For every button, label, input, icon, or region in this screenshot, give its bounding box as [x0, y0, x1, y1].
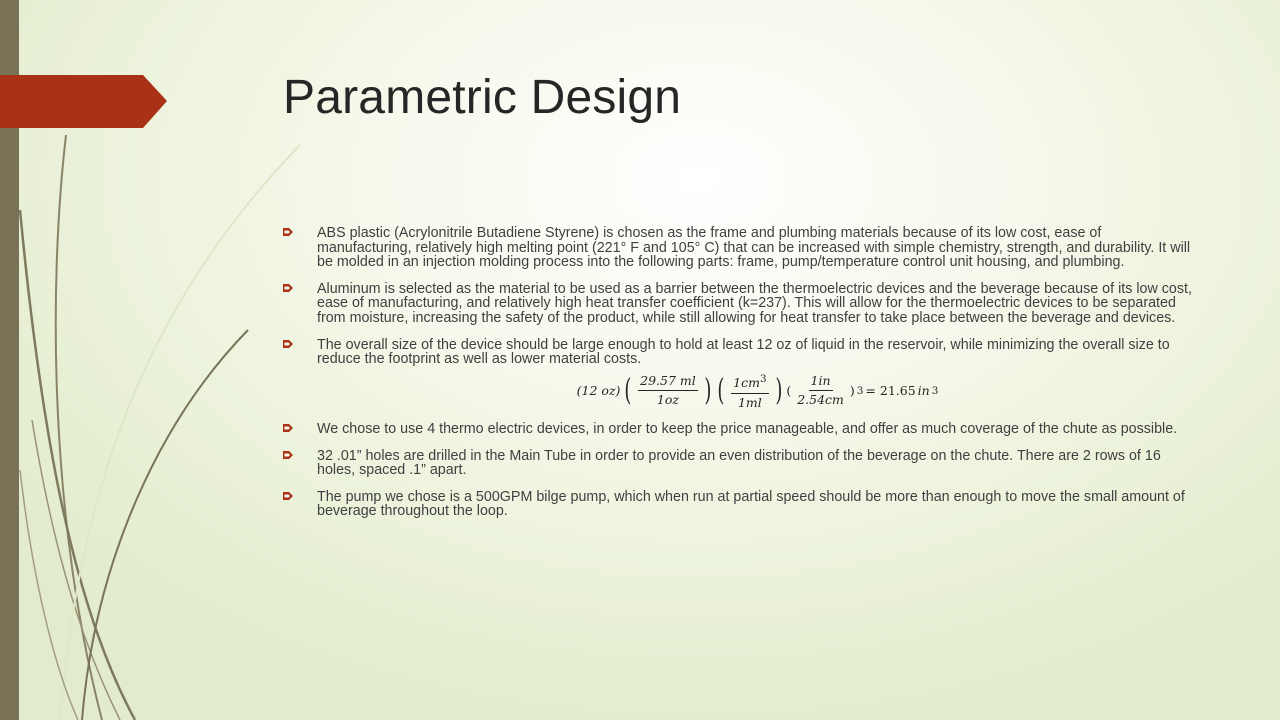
bullet-item-5 — [283, 449, 1198, 478]
title-accent-arrow — [0, 75, 167, 128]
slide-title: Parametric Design — [283, 71, 682, 124]
right-pointer-icon — [283, 339, 293, 349]
bullet-item-4 — [283, 422, 1198, 437]
bullet-text-4: We chose to use 4 thermo electric devices, in order to keep the price manageable, and offer as much coverage of the chute as possible. — [317, 421, 1178, 438]
fraction-cm3-per-ml: $\frac{1cm^3}{1ml}$ — [733, 372, 767, 410]
formula-term-1: (12 oz) — [576, 382, 621, 398]
right-pointer-icon — [283, 283, 293, 293]
bullet-item-3 — [283, 338, 1198, 367]
right-pointer-icon — [283, 491, 293, 501]
formula-result: = 21.65 — [865, 382, 916, 398]
bullet-text-6: The pump we chose is a 500GPM bilge pump, which when run at partial speed should be more than enough to move the small amount of beverage throughout the loop. — [317, 488, 1185, 520]
right-pointer-icon — [283, 450, 293, 460]
bullet-list — [283, 226, 1198, 531]
fraction-ml-per-oz: $\frac{29.57 ml}{1oz}$ — [640, 372, 696, 408]
right-pointer-icon — [283, 227, 293, 237]
bullet-text-3: The overall size of the device should be large enough to hold at least 12 oz of liquid in the reservoir, while minimizing the overall size to reduce the footprint as well as lower material costs. — [317, 336, 1170, 368]
bullet-text-1: ABS plastic (Acrylonitrile Butadiene Styrene) is chosen as the frame and plumbing materials because of its low cost, ease of manufacturing, relatively high melting point (221° F and 105° C) that can be increased with simple chemistry, strength, and durability. It will be molded in an injection molding process into the following parts: frame, pump/temperature control unit housing, and plumbing. — [317, 225, 1191, 271]
fraction-in-per-cm: $\frac{1in}{2.54cm}$ — [797, 372, 844, 408]
bullet-text-5: 32 .01” holes are drilled in the Main Tube in order to provide an even distribution of the beverage on the chute. There are 2 rows of 16 holes, spaced .1” apart. — [317, 447, 1161, 479]
bullet-item-1 — [283, 226, 1198, 270]
right-pointer-icon — [283, 423, 293, 433]
volume-formula: (12 oz) ( $\frac{29.57 ml}{1oz}$ ) ( $\frac{1cm^3}{1ml}$ ) ( $\frac{1in}{2.54cm}$ ) 3 = 21.65 in 3 — [576, 372, 939, 410]
bullet-text-2: Aluminum is selected as the material to be used as a barrier between the thermoelectric devices and the beverage because of its low cost, ease of manufacturing, and relatively high heat transfer coefficient (k=237). This will allow for the thermoelectric devices to be separated from moisture, increasing the safety of the product, while still allowing for heat transfer to take place between the beverage and devices. — [317, 280, 1192, 326]
bullet-item-2 — [283, 282, 1198, 326]
bullet-item-6 — [283, 490, 1198, 519]
